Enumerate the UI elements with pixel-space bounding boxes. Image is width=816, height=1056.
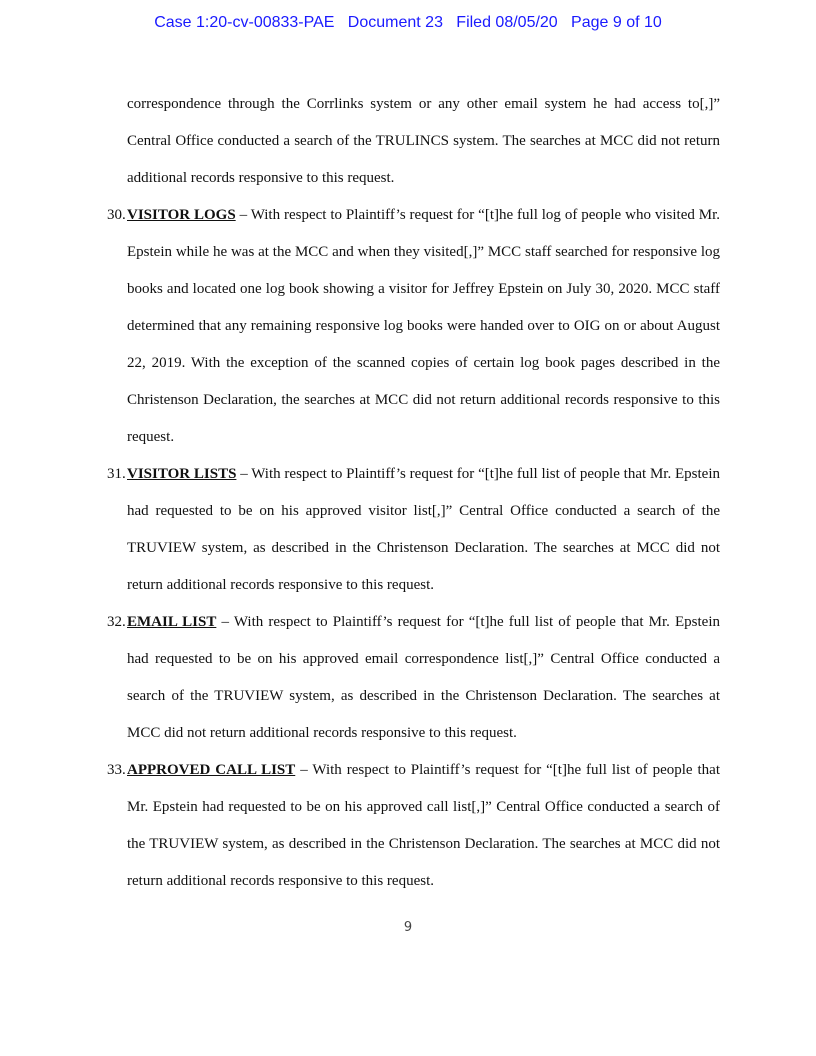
item-heading: VISITOR LOGS (127, 207, 236, 223)
item-body: – With respect to Plaintiff’s request for “[t]he full list of people that Mr. Epstein had requested to be on his approved email correspondence list[,]” Central Office conducted a search of the TRUVIEW system, as described in the Christenson Declaration. The searches at MCC did not return additional records responsive to this request. (127, 614, 721, 741)
item-body: – With respect to Plaintiff’s request for “[t]he full list of people that Mr. Epstein had requested to be on his approved visitor list[,]” Central Office conducted a search of the TRUVIEW system, as described in the Christenson Declaration. The searches at MCC did not return additional records responsive to this request. (127, 466, 720, 593)
item-heading: VISITOR LISTS (127, 466, 237, 482)
item-number: 33. (107, 762, 126, 778)
list-item (107, 752, 720, 900)
continuation-paragraph: correspondence through the Corrlinks system or any other email system he had access to[,]” Central Office conducted a search of the TRULINCS system. The searches at MCC did not return additional records responsive to this request. (127, 96, 720, 186)
list-item (107, 456, 720, 604)
document-body (107, 86, 720, 900)
page-number: 9 (403, 920, 413, 935)
case-header: Case 1:20-cv-00833-PAE Document 23 Filed 08/05/20 Page 9 of 10 (154, 14, 662, 31)
item-number: 32. (107, 614, 126, 630)
item-heading: EMAIL LIST (127, 614, 217, 630)
list-item (107, 197, 720, 456)
item-number: 30. (107, 207, 126, 223)
item-number: 31. (107, 466, 126, 482)
item-body: – With respect to Plaintiff’s request for “[t]he full list of people that Mr. Epstein had requested to be on his approved call list[,]” Central Office conducted a search of the TRUVIEW system, as described in the Christenson Declaration. The searches at MCC did not return additional records responsive to this request. (127, 762, 720, 889)
item-heading: APPROVED CALL LIST (127, 762, 296, 778)
item-body: – With respect to Plaintiff’s request for “[t]he full log of people who visited Mr. Epstein while he was at the MCC and when they visited[,]” MCC staff searched for responsive log books and located one log book showing a visitor for Jeffrey Epstein on July 30, 2020. MCC staff determined that any remaining responsive log books were handed over to OIG on or about August 22, 2019. With the exception of the scanned copies of certain log book pages described in the Christenson Declaration, the searches at MCC did not return additional records responsive to this request. (127, 207, 721, 445)
list-item (107, 604, 720, 752)
